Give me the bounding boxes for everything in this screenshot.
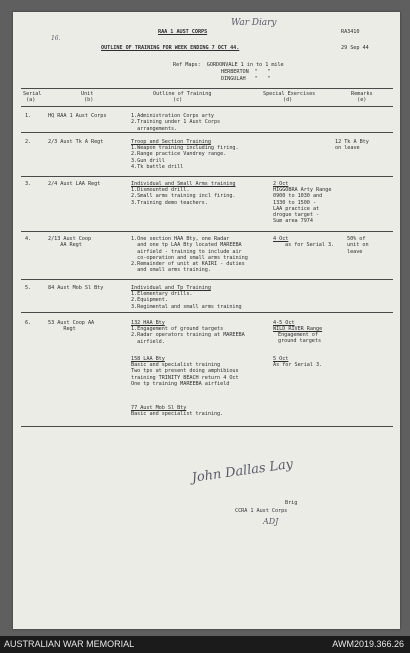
doc-date: 29 Sep 44 (341, 45, 369, 51)
margin-note: 16. (51, 35, 61, 42)
row-rule-2 (21, 176, 393, 177)
row-3-outline-head: Individual and Small Arms training (131, 181, 236, 187)
col-serial: Serial (a) (23, 91, 42, 104)
row-1-outline: 1.Administration Corps arty 2.Training under 1 Aust Corps arrangements. (131, 113, 221, 132)
row-3-special-head: 2 Oct (273, 181, 289, 187)
row-4-special: as for Serial 3. (285, 242, 335, 248)
row-6-sub-1-head: 132 HAA Bty (131, 320, 165, 326)
signature-role: CCRA 1 Aust Corps (235, 508, 288, 514)
table-bottom-rule (21, 426, 393, 427)
col-remarks: Remarks (e) (351, 91, 373, 104)
row-3-outline: 1.Dismounted drill. 2.Small arms training incl firing. 3.Training demo teachers. (131, 187, 236, 206)
row-6-sub-2-special: As for Serial 3. (273, 362, 323, 368)
row-4-special-head: 4 Oct (273, 236, 289, 242)
row-2-outline: 1.Weapon training including firing. 2.Range practice Vandrey range. 3.Gun drill 4.Tk battle drill (131, 145, 239, 170)
row-4-unit: 2/13 Aust Coop AA Regt (48, 236, 92, 249)
footer-bar (0, 636, 410, 653)
row-6-sub-1-special-head: 4-5 Oct (273, 320, 295, 326)
signature-initials: ADJ (263, 517, 279, 526)
row-1-unit: HQ RAA 1 Aust Corps (48, 113, 107, 119)
row-3-unit: 2/4 Aust LAA Regt (48, 181, 101, 187)
ref-maps-2: HERBERTON " " (221, 69, 271, 75)
row-6-unit: 53 Aust Coop AA Regt (48, 320, 95, 333)
row-rule-5 (21, 312, 393, 313)
footer-accession: AWM2019.366.26 (332, 639, 404, 649)
row-5-serial: 5. (25, 285, 32, 291)
row-2-serial: 2. (25, 139, 32, 145)
document-page (13, 12, 400, 629)
row-2-unit: 2/3 Aust Tk A Regt (48, 139, 104, 145)
doc-subtitle: OUTLINE OF TRAINING FOR WEEK ENDING 7 OCT 44. (101, 45, 240, 51)
col-outline: Outline of Training (c) (153, 91, 212, 104)
row-3-special: HIGGOBRA Arty Range 0900 to 1030 and 1330 to 1500 - LAA practice at drogue target - Sum area 7974 (273, 187, 332, 225)
col-special: Special Exercises (d) (263, 91, 316, 104)
row-6-sub-3-head: 77 Aust Mob Sl Bty (131, 405, 187, 411)
col-unit: Unit (b) (81, 91, 94, 104)
row-rule-1 (21, 132, 393, 133)
row-6-serial: 6. (25, 320, 32, 326)
signature-rank: Brig (285, 500, 298, 506)
row-6-sub-1-special: Engagement of ground targets (278, 332, 322, 345)
row-6-sub-1-special-head2: WILD RIVER Range (273, 326, 323, 332)
row-6-sub-1-body: 1.Engagement of ground targets 2.Radar operators training at MAREEBA airfield. (131, 326, 245, 345)
row-4-serial: 4. (25, 236, 32, 242)
ref-maps-3: DINGULAH " " (221, 76, 271, 82)
doc-title: RAA 1 AUST CORPS (158, 29, 208, 35)
handwritten-note: War Diary (231, 18, 277, 28)
row-4-remarks: 50% of unit on leave (347, 236, 369, 255)
row-2-outline-head: Troop and Section Training (131, 139, 211, 145)
signature: John Dallas Lay (190, 456, 294, 486)
row-rule-3 (21, 231, 393, 232)
row-5-outline-head: Individual and Tp Training (131, 285, 211, 291)
doc-ref: RA3410 (341, 29, 360, 35)
row-6-sub-2-body: Basic and specialist training Two tps at present doing amphibious training TRINITY BEACH return 4 Oct One tp training MAREEBA airfield (131, 362, 239, 387)
row-5-outline: 1.Elementary drills. 2.Equipment. 3.Regimental and small arms training (131, 291, 242, 310)
row-rule-4 (21, 279, 393, 280)
row-5-unit: 84 Aust Mob Sl Bty (48, 285, 104, 291)
ref-maps: Ref Maps: GORDONVALE 1 in to 1 mile (173, 62, 284, 68)
row-6-sub-2-head: 158 LAA Bty (131, 356, 165, 362)
row-1-serial: 1. (25, 113, 32, 119)
row-6-sub-3-body: Basic and specialist training. (131, 411, 224, 417)
table-top-rule (21, 88, 393, 89)
row-6-sub-2-special-head: 5 Oct (273, 356, 289, 362)
row-4-outline: 1.One section HAA Bty, one Radar and one tp LAA Bty located MAREEBA airfield - training to include air co-operation and small arms training 2.Remainder of unit at KAIRI - duties and small arms training. (131, 236, 248, 274)
row-3-serial: 3. (25, 181, 32, 187)
row-2-remarks: 12 Tk A Bty on leave (335, 139, 369, 152)
footer-institution: AUSTRALIAN WAR MEMORIAL (4, 639, 135, 649)
header-rule (21, 106, 393, 107)
